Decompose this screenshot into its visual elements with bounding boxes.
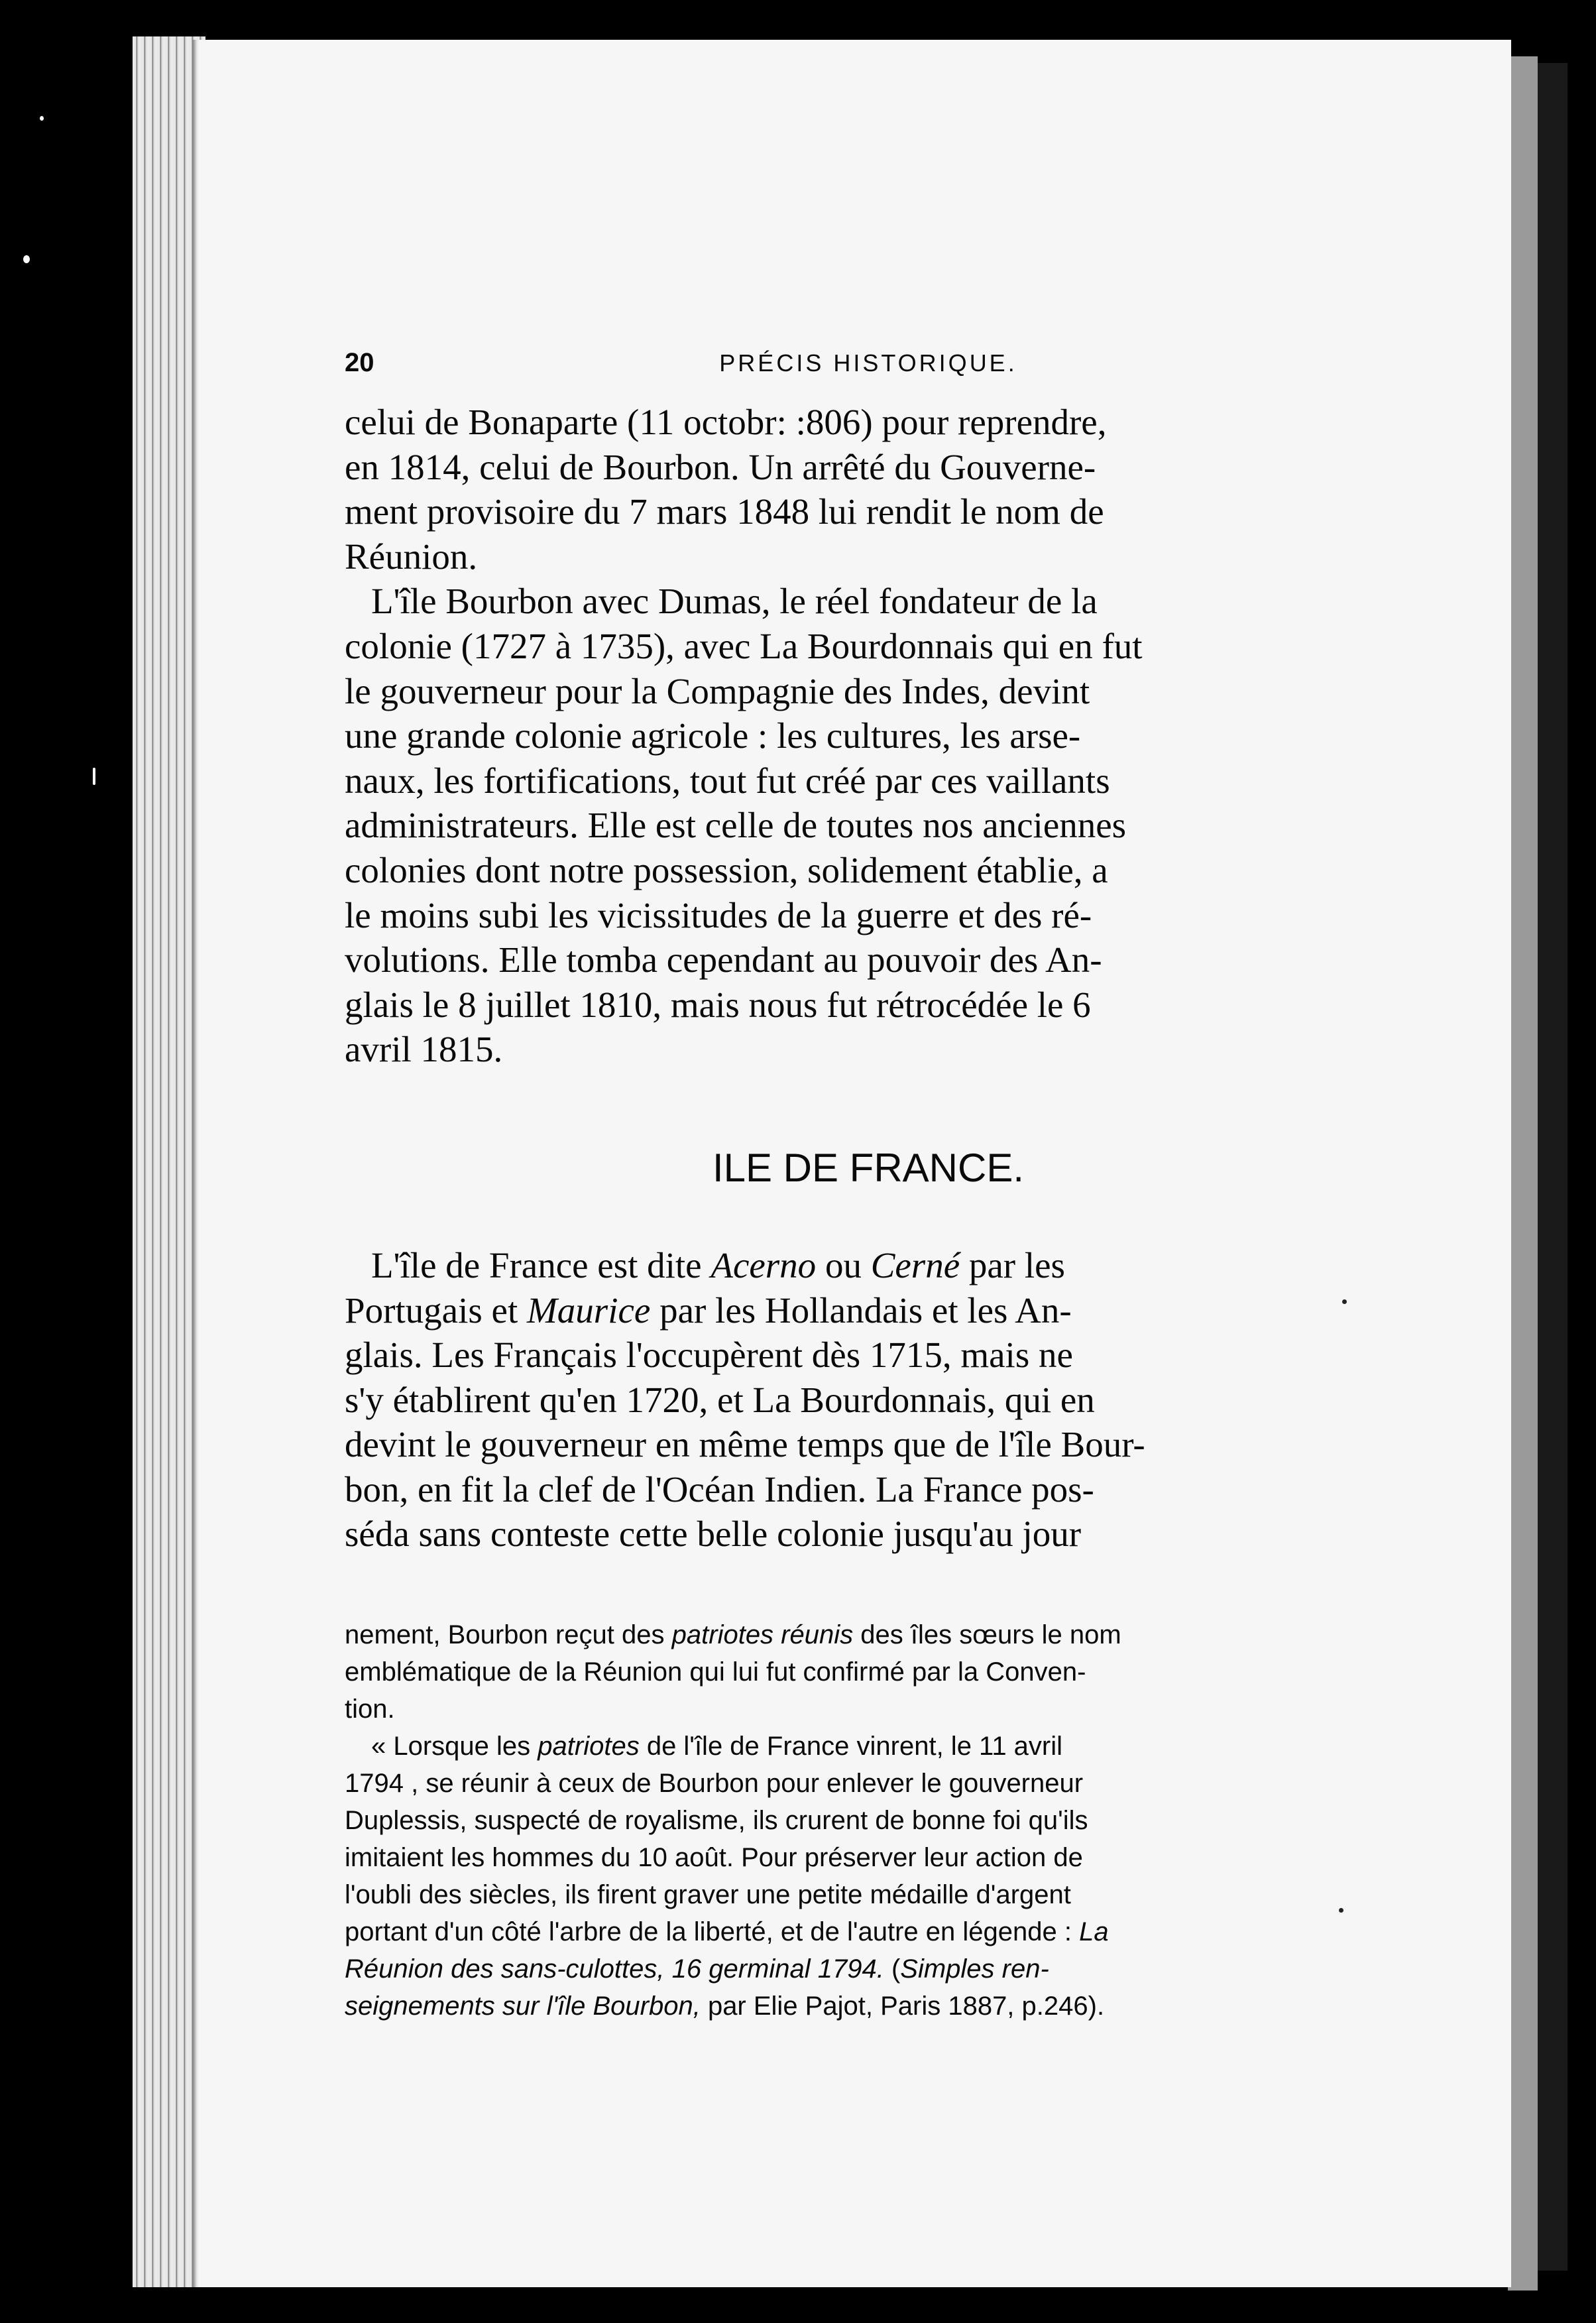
text-line xyxy=(345,1806,1088,1835)
text-run: séda sans conteste cette belle colonie jusqu'au jour xyxy=(345,1514,1082,1555)
text-line: une grande colonie agricole : les cultures, les arse- xyxy=(345,715,1081,756)
text-line: Réunion. xyxy=(345,536,478,577)
italic-text: Cerné xyxy=(870,1244,960,1285)
text-line xyxy=(345,1657,1086,1687)
text-run: ( xyxy=(883,1954,901,1984)
footnotes xyxy=(345,1616,1392,2025)
scan-speck xyxy=(23,255,30,263)
text-line: ment provisoire du 7 mars 1848 lui rendit le nom de xyxy=(345,491,1104,532)
scan-speck xyxy=(40,116,44,121)
italic-text: Réunion des sans-culottes, 16 germinal 1794. xyxy=(345,1954,884,1984)
text-run: par les Hollandais et les An- xyxy=(650,1289,1072,1331)
text-line xyxy=(345,1843,1083,1872)
text-line: le moins subi les vicissitudes de la guerre et des ré- xyxy=(345,894,1092,935)
scan-speck xyxy=(93,768,95,785)
body-text xyxy=(345,400,1392,1072)
text-run: 1794 , se réunir à ceux de Bourbon pour enlever le gouverneur xyxy=(345,1769,1084,1799)
text-run: l'oubli des siècles, ils firent graver une petite médaille d'argent xyxy=(345,1880,1071,1910)
text-line: avril 1815. xyxy=(345,1029,503,1070)
page-content xyxy=(345,348,1392,2025)
text-line: administrateurs. Elle est celle de toutes nos anciennes xyxy=(345,805,1127,846)
text-run: L'île de France est dite xyxy=(371,1244,711,1285)
section-text xyxy=(345,1243,1392,1557)
text-line xyxy=(345,1695,395,1724)
text-run: portant d'un côté l'arbre de la liberté, et de l'autre en légende : xyxy=(345,1917,1080,1947)
text-run: par Elie Pajot, Paris 1887, p.246). xyxy=(700,1992,1105,2021)
text-run: nement, Bourbon reçut des xyxy=(345,1620,672,1650)
text-run: Portugais et xyxy=(345,1289,527,1331)
text-line xyxy=(345,1469,1094,1510)
text-run: « Lorsque les xyxy=(371,1732,538,1761)
italic-text: patriotes réunis xyxy=(671,1620,854,1650)
text-run: ou xyxy=(816,1244,871,1285)
text-line xyxy=(345,1380,1095,1420)
italic-text: patriotes xyxy=(538,1732,640,1761)
text-run: par les xyxy=(960,1244,1065,1285)
footnote-paragraph xyxy=(345,1616,1392,1728)
text-line xyxy=(345,1514,1081,1554)
page-number: 20 xyxy=(345,348,374,377)
running-title: PRÉCIS HISTORIQUE. xyxy=(719,349,1017,377)
text-line xyxy=(345,1880,1071,1909)
text-line: volutions. Elle tomba cependant au pouvoir des An- xyxy=(345,939,1102,981)
italic-text: Acerno xyxy=(711,1244,817,1285)
text-run: Duplessis, suspecté de royalisme, ils crurent de bonne foi qu'ils xyxy=(345,1806,1088,1836)
text-line: L'île Bourbon avec Dumas, le réel fondateur de la xyxy=(371,581,1098,622)
text-line: en 1814, celui de Bourbon. Un arrêté du Gouverne- xyxy=(345,446,1096,487)
text-run: bon, en fit la clef de l'Océan Indien. La France pos- xyxy=(345,1468,1094,1510)
page-edge-right xyxy=(1508,56,1538,2291)
paragraph xyxy=(345,400,1392,579)
paragraph xyxy=(345,579,1392,1072)
text-run: des îles sœurs le nom xyxy=(853,1620,1121,1650)
footnote-paragraph xyxy=(345,1728,1392,2025)
section-heading: ILE DE FRANCE. xyxy=(712,1145,1025,1190)
text-line: colonie (1727 à 1735), avec La Bourdonnais qui en fut xyxy=(345,625,1143,666)
text-line xyxy=(345,1954,1049,1984)
text-line xyxy=(371,1245,1065,1285)
text-run: s'y établirent qu'en 1720, et La Bourdonnais, qui en xyxy=(345,1379,1095,1420)
italic-text: La xyxy=(1079,1917,1109,1947)
text-line xyxy=(345,1335,1073,1375)
running-head xyxy=(345,348,1392,381)
text-line xyxy=(345,1424,1145,1464)
text-run: de l'île de France vinrent, le 11 avril xyxy=(639,1732,1063,1761)
text-line xyxy=(371,1732,1062,1761)
page-shadow-right xyxy=(1538,63,1568,2271)
text-line xyxy=(345,1917,1109,1946)
italic-text: seignements sur l'île Bourbon, xyxy=(345,1992,701,2021)
text-line: glais le 8 juillet 1810, mais nous fut rétrocédée le 6 xyxy=(345,984,1091,1025)
text-run: emblématique de la Réunion qui lui fut confirmé par la Conven- xyxy=(345,1657,1086,1687)
text-line xyxy=(345,1620,1121,1649)
text-line: colonies dont notre possession, solidement établie, a xyxy=(345,849,1108,890)
text-run: tion. xyxy=(345,1695,395,1724)
text-run: imitaient les hommes du 10 août. Pour préserver leur action de xyxy=(345,1843,1083,1873)
paragraph xyxy=(345,1243,1392,1557)
italic-text: Maurice xyxy=(526,1289,651,1331)
text-line: celui de Bonaparte (11 octobr: :806) pour reprendre, xyxy=(345,402,1107,442)
text-run: glais. Les Français l'occupèrent dès 1715, mais ne xyxy=(345,1335,1073,1376)
text-line xyxy=(345,1290,1072,1331)
text-line xyxy=(345,1769,1083,1798)
text-run: devint le gouverneur en même temps que de l'île Bour- xyxy=(345,1424,1145,1465)
italic-text: Simples ren- xyxy=(900,1954,1049,1984)
text-line xyxy=(345,1992,1104,2021)
text-line: naux, les fortifications, tout fut créé par ces vaillants xyxy=(345,760,1110,801)
text-line: le gouverneur pour la Compagnie des Indes, devint xyxy=(345,670,1090,711)
